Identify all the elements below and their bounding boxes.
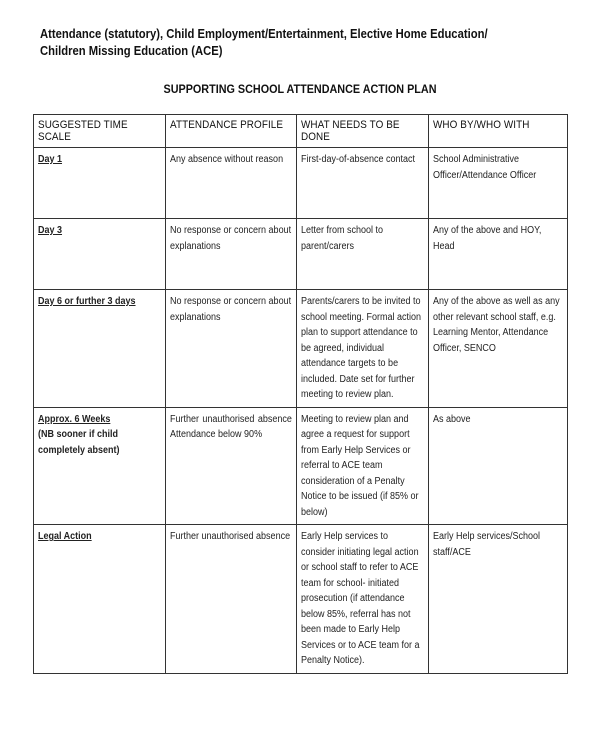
attendance-profile-cell: Further unauthorised absence Attendance below 90% <box>166 407 297 525</box>
column-header-what-needs-to-be-done: WHAT NEEDS TO BE DONE <box>297 115 429 148</box>
action-cell: First-day-of-absence contact <box>297 148 429 219</box>
time-scale-label: Legal Action <box>38 531 92 542</box>
table-row <box>34 525 568 674</box>
time-scale-cell <box>34 525 166 674</box>
who-cell: School Administrative Officer/Attendance Officer <box>429 148 568 219</box>
time-scale-label: Approx. 6 Weeks <box>38 413 111 425</box>
who-cell: Early Help services/School staff/ACE <box>429 525 568 674</box>
time-scale-label: Day 6 or further 3 days <box>38 296 136 307</box>
document-header: Attendance (statutory), Child Employment/Entertainment, Elective Home Education/ Children Missing Education (ACE) <box>40 27 488 58</box>
attendance-profile-cell: Further unauthorised absence <box>166 525 297 674</box>
who-cell: Any of the above as well as any other relevant school staff, e.g. Learning Mentor, Attendance Officer, SENCO <box>429 290 568 408</box>
time-scale-cell <box>34 219 166 290</box>
table-row <box>34 290 568 408</box>
table-row <box>34 148 568 219</box>
time-scale-cell <box>34 148 166 219</box>
column-header-time-scale: SUGGESTED TIME SCALE <box>34 115 166 148</box>
column-header-attendance-profile: ATTENDANCE PROFILE <box>166 115 297 148</box>
action-cell: Letter from school to parent/carers <box>297 219 429 290</box>
time-scale-cell <box>34 407 166 525</box>
action-cell: Early Help services to consider initiating legal action or school staff to refer to ACE team for school- initiated prosecution (if attendance below 85%, referral has not been made to Early Help Services or to ACE team for a Penalty Notice). <box>297 525 429 674</box>
column-header-who-by: WHO BY/WHO WITH <box>429 115 568 148</box>
time-scale-label: Day 1 <box>38 154 63 165</box>
time-scale-label: Day 3 <box>38 225 63 236</box>
action-cell: Parents/carers to be invited to school meeting. Formal action plan to support attendance to be agreed, individual attendance targets to be included. Date set for further meeting to review plan. <box>297 290 429 408</box>
attendance-action-plan-table <box>33 114 568 674</box>
table-row <box>34 219 568 290</box>
time-scale-note: (NB sooner if child completely absent) <box>38 429 120 456</box>
table-row <box>34 407 568 525</box>
who-cell: As above <box>429 407 568 525</box>
attendance-profile-cell: Any absence without reason <box>166 148 297 219</box>
action-cell: Meeting to review plan and agree a request for support from Early Help Services or referral to ACE team consideration of a Penalty Notice to be issued (if 85% or below) <box>297 407 429 525</box>
time-scale-cell <box>34 290 166 408</box>
who-cell: Any of the above and HOY, Head <box>429 219 568 290</box>
plan-title: SUPPORTING SCHOOL ATTENDANCE ACTION PLAN <box>163 82 437 96</box>
attendance-profile-cell: No response or concern about explanations <box>166 290 297 408</box>
attendance-profile-cell: No response or concern about explanations <box>166 219 297 290</box>
table-header-row <box>34 115 568 148</box>
